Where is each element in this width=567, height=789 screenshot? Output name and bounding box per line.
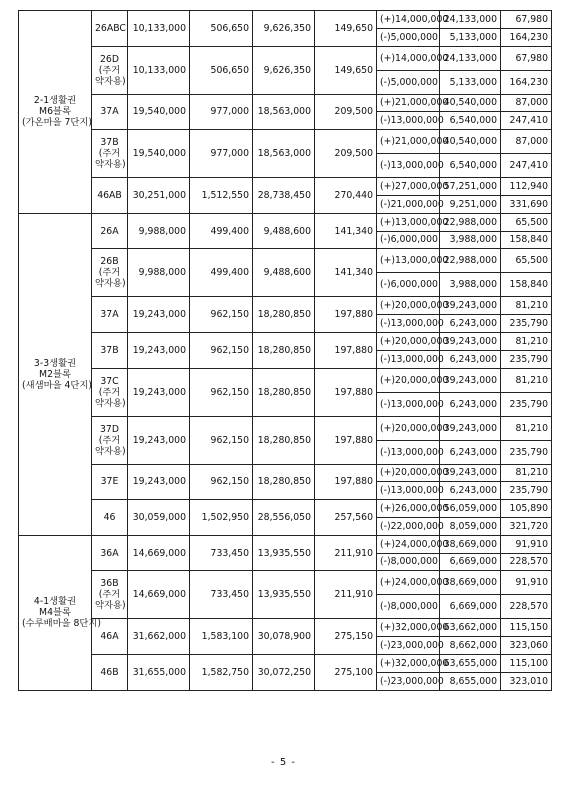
unit-type-cell xyxy=(92,332,128,368)
unit-type-line: 37A xyxy=(100,106,119,118)
converted-rent-cell: 247,410 xyxy=(501,112,552,130)
deposit-cell: 9,988,000 xyxy=(128,213,190,249)
unit-type-cell xyxy=(92,94,128,130)
balance-cell: 18,280,850 xyxy=(253,416,315,464)
conversion-amount-cell: (+)32,000,000 xyxy=(377,619,440,637)
table-row xyxy=(19,332,552,350)
conversion-amount-cell: (-)13,000,000 xyxy=(377,392,440,416)
down-payment-cell: 962,150 xyxy=(190,332,253,368)
converted-deposit-cell: 3,988,000 xyxy=(440,231,501,249)
converted-deposit-cell: 8,655,000 xyxy=(440,672,501,690)
converted-deposit-cell: 39,243,000 xyxy=(440,332,501,350)
conversion-amount-cell: (-)21,000,000 xyxy=(377,195,440,213)
converted-deposit-cell: 9,251,000 xyxy=(440,195,501,213)
unit-type-cell xyxy=(92,11,128,47)
converted-deposit-cell: 5,133,000 xyxy=(440,70,501,94)
down-payment-cell: 1,583,100 xyxy=(190,619,253,655)
unit-type-line: (주거 xyxy=(98,64,121,76)
down-payment-cell: 1,582,750 xyxy=(190,654,253,690)
down-payment-cell: 962,150 xyxy=(190,416,253,464)
unit-type-line: 46AB xyxy=(97,189,122,201)
unit-type-line: 37B xyxy=(100,137,119,149)
converted-deposit-cell: 6,243,000 xyxy=(440,482,501,500)
conversion-amount-cell: (+)27,000,000 xyxy=(377,178,440,196)
converted-deposit-cell: 38,669,000 xyxy=(440,571,501,595)
table-row xyxy=(19,11,552,29)
converted-rent-cell: 115,150 xyxy=(501,619,552,637)
table-row xyxy=(19,500,552,518)
conversion-amount-cell: (+)26,000,000 xyxy=(377,500,440,518)
balance-cell: 9,626,350 xyxy=(253,11,315,47)
converted-deposit-cell: 8,662,000 xyxy=(440,637,501,655)
converted-rent-cell: 235,790 xyxy=(501,482,552,500)
conversion-amount-cell: (-)13,000,000 xyxy=(377,154,440,178)
conversion-amount-cell: (-)13,000,000 xyxy=(377,315,440,333)
unit-type-line: (주거 xyxy=(98,589,121,601)
balance-cell: 9,626,350 xyxy=(253,46,315,94)
conversion-amount-cell: (+)20,000,000 xyxy=(377,416,440,440)
monthly-rent-cell: 149,650 xyxy=(315,46,377,94)
monthly-rent-cell: 197,880 xyxy=(315,332,377,368)
conversion-amount-cell: (+)21,000,000 xyxy=(377,130,440,154)
unit-type-cell xyxy=(92,571,128,619)
converted-deposit-cell: 6,669,000 xyxy=(440,595,501,619)
page-number: - 5 - xyxy=(271,757,296,768)
converted-deposit-cell: 39,243,000 xyxy=(440,416,501,440)
converted-rent-cell: 235,790 xyxy=(501,350,552,368)
table-row xyxy=(19,416,552,440)
converted-deposit-cell: 22,988,000 xyxy=(440,249,501,273)
balance-cell: 30,078,900 xyxy=(253,619,315,655)
deposit-cell: 19,540,000 xyxy=(128,94,190,130)
unit-type-line: 36A xyxy=(100,547,119,559)
table-row xyxy=(19,571,552,595)
deposit-cell: 19,243,000 xyxy=(128,297,190,333)
down-payment-cell: 499,400 xyxy=(190,249,253,297)
monthly-rent-cell: 211,910 xyxy=(315,571,377,619)
deposit-cell: 19,243,000 xyxy=(128,368,190,416)
conversion-amount-cell: (+)13,000,000 xyxy=(377,213,440,231)
conversion-amount-cell: (-)22,000,000 xyxy=(377,517,440,535)
converted-deposit-cell: 63,662,000 xyxy=(440,619,501,637)
converted-rent-cell: 164,230 xyxy=(501,28,552,46)
monthly-rent-cell: 257,560 xyxy=(315,500,377,536)
unit-type-line: 46 xyxy=(103,511,116,523)
conversion-amount-cell: (-)8,000,000 xyxy=(377,595,440,619)
converted-rent-cell: 235,790 xyxy=(501,315,552,333)
unit-type-line: 26D xyxy=(100,53,119,65)
converted-deposit-cell: 6,243,000 xyxy=(440,350,501,368)
table-row xyxy=(19,368,552,392)
conversion-amount-cell: (+)21,000,000 xyxy=(377,94,440,112)
unit-type-line: 26ABC xyxy=(95,22,126,34)
conversion-amount-cell: (+)32,000,000 xyxy=(377,654,440,672)
down-payment-cell: 962,150 xyxy=(190,464,253,500)
table-row xyxy=(19,213,552,231)
deposit-cell: 19,540,000 xyxy=(128,130,190,178)
monthly-rent-cell: 209,500 xyxy=(315,94,377,130)
converted-rent-cell: 228,570 xyxy=(501,595,552,619)
unit-type-line: 약자용) xyxy=(95,75,126,87)
converted-deposit-cell: 6,243,000 xyxy=(440,392,501,416)
converted-deposit-cell: 5,133,000 xyxy=(440,28,501,46)
down-payment-cell: 733,450 xyxy=(190,571,253,619)
region-line: M4블록 xyxy=(39,607,71,619)
unit-type-line: (주거 xyxy=(98,386,121,398)
converted-deposit-cell: 3,988,000 xyxy=(440,273,501,297)
converted-rent-cell: 235,790 xyxy=(501,392,552,416)
deposit-cell: 9,988,000 xyxy=(128,249,190,297)
unit-type-cell xyxy=(92,500,128,536)
conversion-amount-cell: (-)13,000,000 xyxy=(377,350,440,368)
balance-cell: 13,935,550 xyxy=(253,571,315,619)
converted-rent-cell: 158,840 xyxy=(501,273,552,297)
unit-type-line: (주거 xyxy=(98,267,121,279)
converted-deposit-cell: 24,133,000 xyxy=(440,11,501,29)
converted-rent-cell: 81,210 xyxy=(501,464,552,482)
converted-rent-cell: 65,500 xyxy=(501,249,552,273)
region-line: 2-1생활권 xyxy=(33,95,77,107)
unit-type-line: 37A xyxy=(100,309,119,321)
converted-rent-cell: 65,500 xyxy=(501,213,552,231)
balance-cell: 18,280,850 xyxy=(253,368,315,416)
deposit-cell: 31,655,000 xyxy=(128,654,190,690)
converted-deposit-cell: 57,251,000 xyxy=(440,178,501,196)
unit-type-cell xyxy=(92,535,128,571)
region-line: (새샘마을 4단지) xyxy=(22,379,93,391)
monthly-rent-cell: 197,880 xyxy=(315,464,377,500)
unit-type-line: 약자용) xyxy=(95,159,126,171)
region-line: 4-1생활권 xyxy=(33,596,77,608)
converted-deposit-cell: 6,540,000 xyxy=(440,154,501,178)
conversion-amount-cell: (+)20,000,000 xyxy=(377,297,440,315)
converted-deposit-cell: 40,540,000 xyxy=(440,130,501,154)
converted-deposit-cell: 8,059,000 xyxy=(440,517,501,535)
region-line: M6블록 xyxy=(39,106,71,118)
table-row xyxy=(19,178,552,196)
converted-rent-cell: 323,060 xyxy=(501,637,552,655)
unit-type-line: 37E xyxy=(100,476,119,488)
unit-type-line: 37C xyxy=(100,375,119,387)
converted-rent-cell: 321,720 xyxy=(501,517,552,535)
balance-cell: 18,280,850 xyxy=(253,464,315,500)
balance-cell: 9,488,600 xyxy=(253,213,315,249)
down-payment-cell: 506,650 xyxy=(190,11,253,47)
unit-type-line: (주거 xyxy=(98,434,121,446)
converted-rent-cell: 81,210 xyxy=(501,416,552,440)
converted-deposit-cell: 39,243,000 xyxy=(440,297,501,315)
unit-type-line: (주거 xyxy=(98,148,121,160)
deposit-cell: 19,243,000 xyxy=(128,332,190,368)
deposit-cell: 10,133,000 xyxy=(128,11,190,47)
unit-type-line: 37D xyxy=(100,423,119,435)
conversion-amount-cell: (-)5,000,000 xyxy=(377,28,440,46)
unit-type-line: 약자용) xyxy=(95,278,126,290)
unit-type-line: 37B xyxy=(100,344,119,356)
unit-type-cell xyxy=(92,368,128,416)
unit-type-cell xyxy=(92,213,128,249)
down-payment-cell: 962,150 xyxy=(190,297,253,333)
balance-cell: 13,935,550 xyxy=(253,535,315,571)
unit-type-cell xyxy=(92,46,128,94)
converted-rent-cell: 323,010 xyxy=(501,672,552,690)
down-payment-cell: 733,450 xyxy=(190,535,253,571)
converted-rent-cell: 87,000 xyxy=(501,94,552,112)
deposit-cell: 31,662,000 xyxy=(128,619,190,655)
conversion-amount-cell: (-)5,000,000 xyxy=(377,70,440,94)
rent-table-body xyxy=(19,11,552,691)
converted-deposit-cell: 22,988,000 xyxy=(440,213,501,231)
balance-cell: 18,280,850 xyxy=(253,332,315,368)
balance-cell: 28,738,450 xyxy=(253,178,315,214)
unit-type-line: 약자용) xyxy=(95,445,126,457)
monthly-rent-cell: 197,880 xyxy=(315,368,377,416)
converted-rent-cell: 91,910 xyxy=(501,571,552,595)
down-payment-cell: 1,502,950 xyxy=(190,500,253,536)
converted-rent-cell: 105,890 xyxy=(501,500,552,518)
converted-deposit-cell: 38,669,000 xyxy=(440,535,501,553)
balance-cell: 18,563,000 xyxy=(253,130,315,178)
monthly-rent-cell: 275,150 xyxy=(315,619,377,655)
conversion-amount-cell: (+)14,000,000 xyxy=(377,46,440,70)
converted-deposit-cell: 6,243,000 xyxy=(440,315,501,333)
converted-deposit-cell: 6,669,000 xyxy=(440,553,501,571)
conversion-amount-cell: (+)20,000,000 xyxy=(377,464,440,482)
table-row xyxy=(19,94,552,112)
conversion-amount-cell: (-)23,000,000 xyxy=(377,672,440,690)
unit-type-line: 46B xyxy=(100,666,119,678)
unit-type-cell xyxy=(92,249,128,297)
monthly-rent-cell: 209,500 xyxy=(315,130,377,178)
converted-rent-cell: 91,910 xyxy=(501,535,552,553)
deposit-cell: 14,669,000 xyxy=(128,571,190,619)
converted-deposit-cell: 39,243,000 xyxy=(440,464,501,482)
converted-deposit-cell: 39,243,000 xyxy=(440,368,501,392)
unit-type-cell xyxy=(92,416,128,464)
region-line: 3-3생활권 xyxy=(33,357,77,369)
unit-type-cell xyxy=(92,297,128,333)
converted-rent-cell: 81,210 xyxy=(501,297,552,315)
converted-rent-cell: 228,570 xyxy=(501,553,552,571)
balance-cell: 9,488,600 xyxy=(253,249,315,297)
down-payment-cell: 977,000 xyxy=(190,130,253,178)
converted-rent-cell: 235,790 xyxy=(501,440,552,464)
deposit-cell: 10,133,000 xyxy=(128,46,190,94)
conversion-amount-cell: (+)24,000,000 xyxy=(377,571,440,595)
down-payment-cell: 506,650 xyxy=(190,46,253,94)
conversion-amount-cell: (-)13,000,000 xyxy=(377,482,440,500)
conversion-amount-cell: (-)6,000,000 xyxy=(377,273,440,297)
table-row xyxy=(19,535,552,553)
table-row xyxy=(19,297,552,315)
unit-type-cell xyxy=(92,178,128,214)
balance-cell: 18,280,850 xyxy=(253,297,315,333)
converted-rent-cell: 81,210 xyxy=(501,332,552,350)
region-line: (수루배마을 8단지) xyxy=(22,618,101,630)
conversion-amount-cell: (-)8,000,000 xyxy=(377,553,440,571)
monthly-rent-cell: 275,100 xyxy=(315,654,377,690)
conversion-amount-cell: (-)13,000,000 xyxy=(377,440,440,464)
converted-deposit-cell: 6,540,000 xyxy=(440,112,501,130)
converted-rent-cell: 67,980 xyxy=(501,46,552,70)
converted-rent-cell: 115,100 xyxy=(501,654,552,672)
converted-deposit-cell: 6,243,000 xyxy=(440,440,501,464)
deposit-cell: 19,243,000 xyxy=(128,416,190,464)
unit-type-cell xyxy=(92,464,128,500)
converted-rent-cell: 87,000 xyxy=(501,130,552,154)
monthly-rent-cell: 141,340 xyxy=(315,249,377,297)
converted-deposit-cell: 24,133,000 xyxy=(440,46,501,70)
down-payment-cell: 977,000 xyxy=(190,94,253,130)
conversion-amount-cell: (+)20,000,000 xyxy=(377,368,440,392)
unit-type-cell xyxy=(92,130,128,178)
deposit-cell: 19,243,000 xyxy=(128,464,190,500)
table-row xyxy=(19,464,552,482)
converted-rent-cell: 81,210 xyxy=(501,368,552,392)
conversion-amount-cell: (+)24,000,000 xyxy=(377,535,440,553)
table-row xyxy=(19,249,552,273)
conversion-amount-cell: (+)14,000,000 xyxy=(377,11,440,29)
deposit-cell: 14,669,000 xyxy=(128,535,190,571)
converted-deposit-cell: 63,655,000 xyxy=(440,654,501,672)
region-line: (가온마을 7단지) xyxy=(22,117,93,129)
unit-type-line: 26A xyxy=(100,225,119,237)
monthly-rent-cell: 197,880 xyxy=(315,297,377,333)
converted-rent-cell: 331,690 xyxy=(501,195,552,213)
converted-rent-cell: 158,840 xyxy=(501,231,552,249)
region-cell xyxy=(19,213,92,535)
converted-rent-cell: 67,980 xyxy=(501,11,552,29)
conversion-amount-cell: (+)13,000,000 xyxy=(377,249,440,273)
region-line: M2블록 xyxy=(39,368,71,380)
balance-cell: 30,072,250 xyxy=(253,654,315,690)
conversion-amount-cell: (-)23,000,000 xyxy=(377,637,440,655)
balance-cell: 28,556,050 xyxy=(253,500,315,536)
monthly-rent-cell: 149,650 xyxy=(315,11,377,47)
deposit-cell: 30,059,000 xyxy=(128,500,190,536)
region-cell xyxy=(19,535,101,690)
table-row xyxy=(19,46,552,70)
table-row xyxy=(19,130,552,154)
converted-rent-cell: 164,230 xyxy=(501,70,552,94)
balance-cell: 18,563,000 xyxy=(253,94,315,130)
down-payment-cell: 962,150 xyxy=(190,368,253,416)
monthly-rent-cell: 211,910 xyxy=(315,535,377,571)
converted-deposit-cell: 40,540,000 xyxy=(440,94,501,112)
table-row xyxy=(19,654,552,672)
deposit-cell: 30,251,000 xyxy=(128,178,190,214)
unit-type-line: 36B xyxy=(100,578,119,590)
unit-type-cell xyxy=(92,654,128,690)
unit-type-line: 46A xyxy=(100,631,119,643)
converted-rent-cell: 112,940 xyxy=(501,178,552,196)
unit-type-line: 약자용) xyxy=(95,397,126,409)
down-payment-cell: 1,512,550 xyxy=(190,178,253,214)
monthly-rent-cell: 270,440 xyxy=(315,178,377,214)
down-payment-cell: 499,400 xyxy=(190,213,253,249)
monthly-rent-cell: 197,880 xyxy=(315,416,377,464)
monthly-rent-cell: 141,340 xyxy=(315,213,377,249)
rent-table xyxy=(18,10,552,691)
conversion-amount-cell: (-)6,000,000 xyxy=(377,231,440,249)
unit-type-line: 26B xyxy=(100,256,119,268)
conversion-amount-cell: (+)20,000,000 xyxy=(377,332,440,350)
region-cell xyxy=(19,11,92,214)
conversion-amount-cell: (-)13,000,000 xyxy=(377,112,440,130)
unit-type-line: 약자용) xyxy=(95,600,126,612)
converted-deposit-cell: 56,059,000 xyxy=(440,500,501,518)
converted-rent-cell: 247,410 xyxy=(501,154,552,178)
